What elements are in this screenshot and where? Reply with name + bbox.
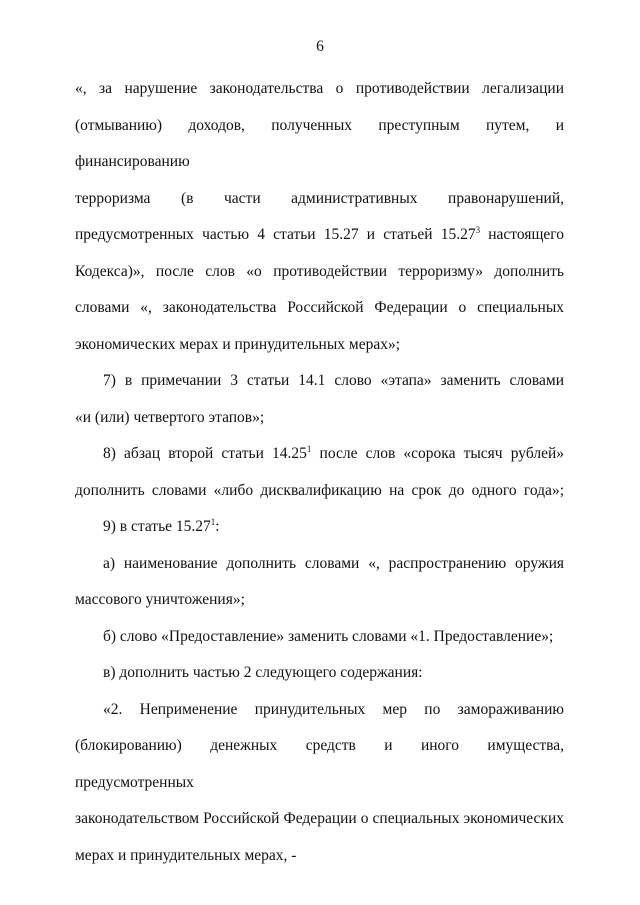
text-line: Кодекса)», после слов «о противодействии терроризму» дополнить	[75, 262, 564, 280]
text-line: законодательством Российской Федерации о специальных экономических	[75, 810, 564, 827]
page-number: 6	[316, 38, 324, 55]
text-line: в) дополнить частью 2 следующего содержания:	[103, 664, 423, 681]
text-line: 7) в примечании 3 статьи 14.1 слово «этапа» заменить словами	[103, 372, 564, 389]
text-fragment: после слов «сорока тысяч рублей»	[311, 445, 564, 462]
text-line	[75, 436, 564, 473]
text-line: «и (или) четвертого этапов»;	[75, 408, 265, 426]
paragraph-subitem-b	[75, 619, 564, 656]
text-fragment: предусмотренных частью 4 статьи 15.27 и статьей 15.27	[75, 226, 476, 243]
paragraph-item-8	[75, 436, 564, 509]
text-line: экономических мерах и принудительных мерах»;	[75, 335, 401, 353]
superscript: 1	[306, 444, 312, 454]
text-fragment: 8) абзац второй статьи 14.25	[103, 445, 307, 462]
paragraph-subitem-v	[75, 655, 564, 692]
text-line: терроризма (в части административных правонарушений,	[75, 189, 564, 207]
text-fragment: :	[215, 518, 220, 535]
paragraph-amendment-text	[75, 71, 564, 363]
text-fragment: настоящего	[480, 226, 564, 243]
document-body	[75, 71, 564, 874]
text-line: б) слово «Предоставление» заменить словами «1. Предоставление»;	[103, 627, 554, 645]
paragraph-subitem-a	[75, 546, 564, 619]
text-line: массового уничтожения»;	[75, 591, 245, 608]
text-fragment: 9) в статье 15.27	[103, 518, 211, 535]
superscript: 3	[475, 225, 481, 235]
text-line	[75, 509, 564, 546]
text-line: мерах и принудительных мерах, -	[75, 846, 297, 864]
text-line: словами «, законодательства Российской Федерации о специальных	[75, 299, 564, 316]
text-line	[75, 217, 564, 254]
paragraph-part-2-text	[75, 692, 564, 875]
paragraph-item-9	[75, 509, 564, 546]
text-line: (отмыванию) доходов, полученных преступным путем, и финансированию	[75, 116, 564, 170]
text-line: а) наименование дополнить словами «, распространению оружия	[103, 554, 564, 572]
text-line: «2. Неприменение принудительных мер по замораживанию	[103, 700, 564, 718]
text-line: «, за нарушение законодательства о противодействии легализации	[75, 80, 564, 97]
superscript: 1	[210, 517, 216, 527]
text-line: дополнить словами «либо дисквалификацию на срок до одного года»;	[75, 481, 564, 499]
paragraph-item-7	[75, 363, 564, 436]
text-line: (блокированию) денежных средств и иного имущества, предусмотренных	[75, 737, 564, 791]
